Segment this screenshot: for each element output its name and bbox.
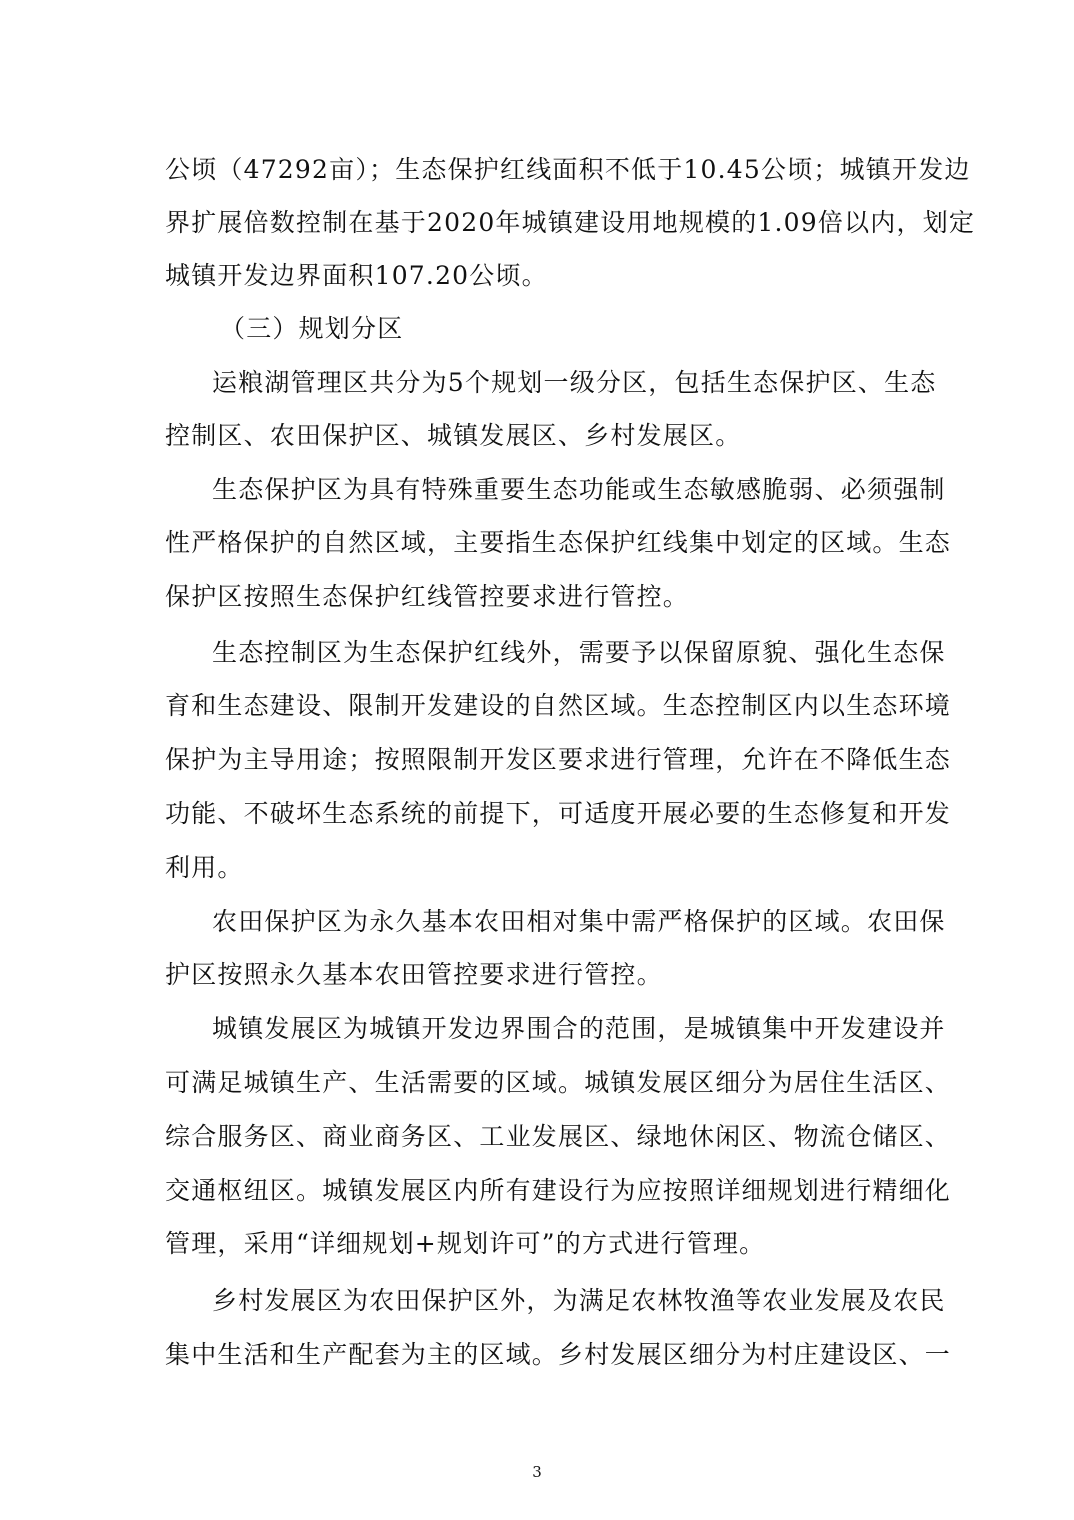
text-line: 管理，采用“详细规划+规划许可”的方式进行管理。 — [165, 1229, 766, 1258]
text-line: 界扩展倍数控制在基于2020年城镇建设用地规模的1.09倍以内，划定 — [165, 208, 976, 237]
text-line: 农田保护区为永久基本农田相对集中需严格保护的区域。农田保 — [212, 907, 946, 936]
text-line: 乡村发展区为农田保护区外，为满足农林牧渔等农业发展及农民 — [212, 1286, 946, 1315]
text-line: 生态保护区为具有特殊重要生态功能或生态敏感脆弱、必须强制 — [212, 475, 946, 504]
text-line: 城镇发展区为城镇开发边界围合的范围，是城镇集中开发建设并 — [212, 1014, 946, 1043]
text-line: 可满足城镇生产、生活需要的区域。城镇发展区细分为居住生活区、 — [165, 1068, 952, 1097]
text-line: 城镇开发边界面积107.20公顷。 — [165, 261, 548, 290]
text-line: 护区按照永久基本农田管控要求进行管控。 — [165, 960, 663, 989]
text-line: 公顷（47292亩）；生态保护红线面积不低于10.45公顷；城镇开发边 — [165, 155, 971, 184]
text-line: 育和生态建设、限制开发建设的自然区域。生态控制区内以生态环境 — [165, 691, 952, 720]
section-heading: （三）规划分区 — [220, 314, 404, 343]
text-line: 保护为主导用途；按照限制开发区要求进行管理，允许在不降低生态 — [165, 745, 952, 774]
text-line: 生态控制区为生态保护红线外，需要予以保留原貌、强化生态保 — [212, 638, 946, 667]
text-line: 控制区、农田保护区、城镇发展区、乡村发展区。 — [165, 421, 742, 450]
text-line: 保护区按照生态保护红线管控要求进行管控。 — [165, 582, 690, 611]
text-line: 集中生活和生产配套为主的区域。乡村发展区细分为村庄建设区、一 — [165, 1340, 952, 1369]
text-line: 性严格保护的自然区域，主要指生态保护红线集中划定的区域。生态 — [165, 528, 952, 557]
text-line: 运粮湖管理区共分为5个规划一级分区，包括生态保护区、生态 — [212, 368, 937, 397]
text-line: 功能、不破坏生态系统的前提下，可适度开展必要的生态修复和开发 — [165, 799, 952, 828]
text-line: 综合服务区、商业商务区、工业发展区、绿地休闲区、物流仓储区、 — [165, 1122, 952, 1151]
page-number: 3 — [532, 1463, 542, 1481]
text-line: 交通枢纽区。城镇发展区内所有建设行为应按照详细规划进行精细化 — [165, 1176, 952, 1205]
text-line: 利用。 — [165, 853, 244, 882]
